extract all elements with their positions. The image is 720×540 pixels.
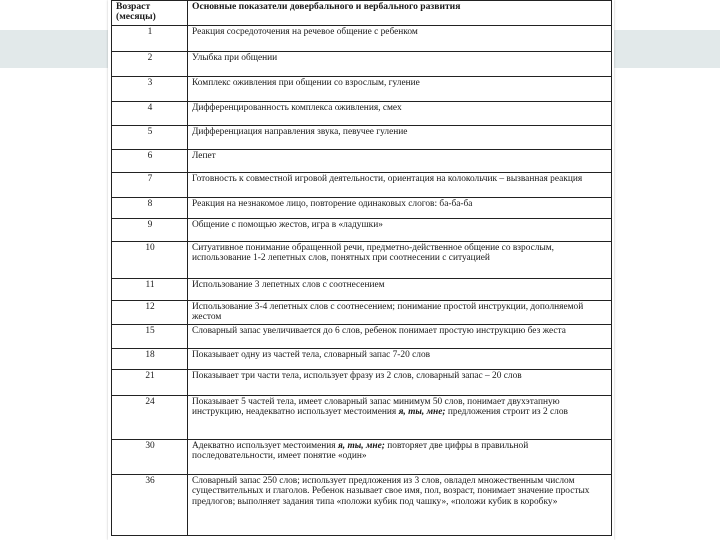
age-cell: 24 [112, 396, 188, 440]
indicator-cell: Использование 3-4 лепетных слов с соотнесением; понимание простой инструкции, дополняемой жестом [188, 301, 612, 325]
table-header-row [112, 1, 612, 26]
indicator-cell: Комплекс оживления при общении со взрослым, гуление [188, 77, 612, 102]
table-row [112, 52, 612, 77]
indicator-cell: Словарный запас увеличивается до 6 слов, ребенок понимает простую инструкцию без жеста [188, 325, 612, 349]
indicator-cell: Показывает одну из частей тела, словарный запас 7-20 слов [188, 349, 612, 370]
table-row [112, 198, 612, 219]
indicator-cell: Использование 3 лепетных слов с соотнесением [188, 279, 612, 301]
indicator-cell: Реакция сосредоточения на речевое общение с ребенком [188, 26, 612, 52]
indicator-cell: Дифференциация направления звука, певучее гуление [188, 126, 612, 150]
indicator-cell: Улыбка при общении [188, 52, 612, 77]
table-row [112, 279, 612, 301]
indicator-text: предложения строит из 2 слов [447, 407, 568, 418]
age-cell: 8 [112, 198, 188, 219]
age-cell: 5 [112, 126, 188, 150]
document-page [108, 0, 614, 540]
table-row [112, 440, 612, 475]
age-cell: 1 [112, 26, 188, 52]
indicator-cell [188, 396, 612, 440]
table-row [112, 325, 612, 349]
age-cell: 2 [112, 52, 188, 77]
age-cell: 15 [112, 325, 188, 349]
development-table [111, 0, 612, 536]
indicator-cell: Реакция на незнакомое лицо, повторение одинаковых слогов: ба-ба-ба [188, 198, 612, 219]
age-cell: 6 [112, 150, 188, 173]
header-age: Возраст (месяцы) [112, 1, 188, 26]
table-row [112, 349, 612, 370]
table-row [112, 219, 612, 242]
age-cell: 36 [112, 475, 188, 536]
indicator-text: повторяет две цифры в правильной последовательности, имеет понятие «один» [192, 441, 529, 462]
age-cell: 3 [112, 77, 188, 102]
table-row [112, 173, 612, 198]
age-cell: 12 [112, 301, 188, 325]
table-row [112, 242, 612, 279]
indicator-cell: Лепет [188, 150, 612, 173]
age-cell: 18 [112, 349, 188, 370]
table-row [112, 77, 612, 102]
table-row [112, 475, 612, 536]
table-row [112, 26, 612, 52]
header-indicators: Основные показатели довербального и вербального развития [188, 1, 612, 26]
indicator-cell: Дифференцированность комплекса оживления, смех [188, 102, 612, 126]
age-cell: 4 [112, 102, 188, 126]
indicator-cell: Ситуативное понимание обращенной речи, предметно-действенное общение со взрослым, использование 1-2 лепетных слов, понятных при соотнесении с ситуацией [188, 242, 612, 279]
age-cell: 21 [112, 370, 188, 396]
table-row [112, 126, 612, 150]
age-cell: 9 [112, 219, 188, 242]
indicator-text: Показывает 5 частей тела, имеет словарный запас минимум 50 слов, понимает двухэтапную инструкцию, неадекватно использует местоимения [192, 397, 560, 418]
indicator-cell: Общение с помощью жестов, игра в «ладушки» [188, 219, 612, 242]
table-row [112, 370, 612, 396]
table-row [112, 301, 612, 325]
table-row [112, 396, 612, 440]
pronoun-emphasis: я, ты, мне; [337, 441, 385, 451]
age-cell: 10 [112, 242, 188, 279]
age-cell: 11 [112, 279, 188, 301]
indicator-cell [188, 440, 612, 475]
age-cell: 7 [112, 173, 188, 198]
pronoun-emphasis: я, ты, мне; [398, 407, 446, 418]
indicator-cell: Словарный запас 250 слов; использует предложения из 3 слов, овладел множественным числом существительных и глаголов. Ребенок называет свое имя, пол, возраст, понимает значение простых предлогов; выполняет задания типа «положи кубик под чашку», «положи кубик в коробку» [188, 475, 612, 536]
age-cell: 30 [112, 440, 188, 475]
indicator-text: Адекватно использует местоимения [192, 441, 336, 451]
indicator-cell: Показывает три части тела, использует фразу из 2 слов, словарный запас – 20 слов [188, 370, 612, 396]
table-row [112, 102, 612, 126]
indicator-cell: Готовность к совместной игровой деятельности, ориентация на колокольчик – вызванная реакция [188, 173, 612, 198]
table-row [112, 150, 612, 173]
